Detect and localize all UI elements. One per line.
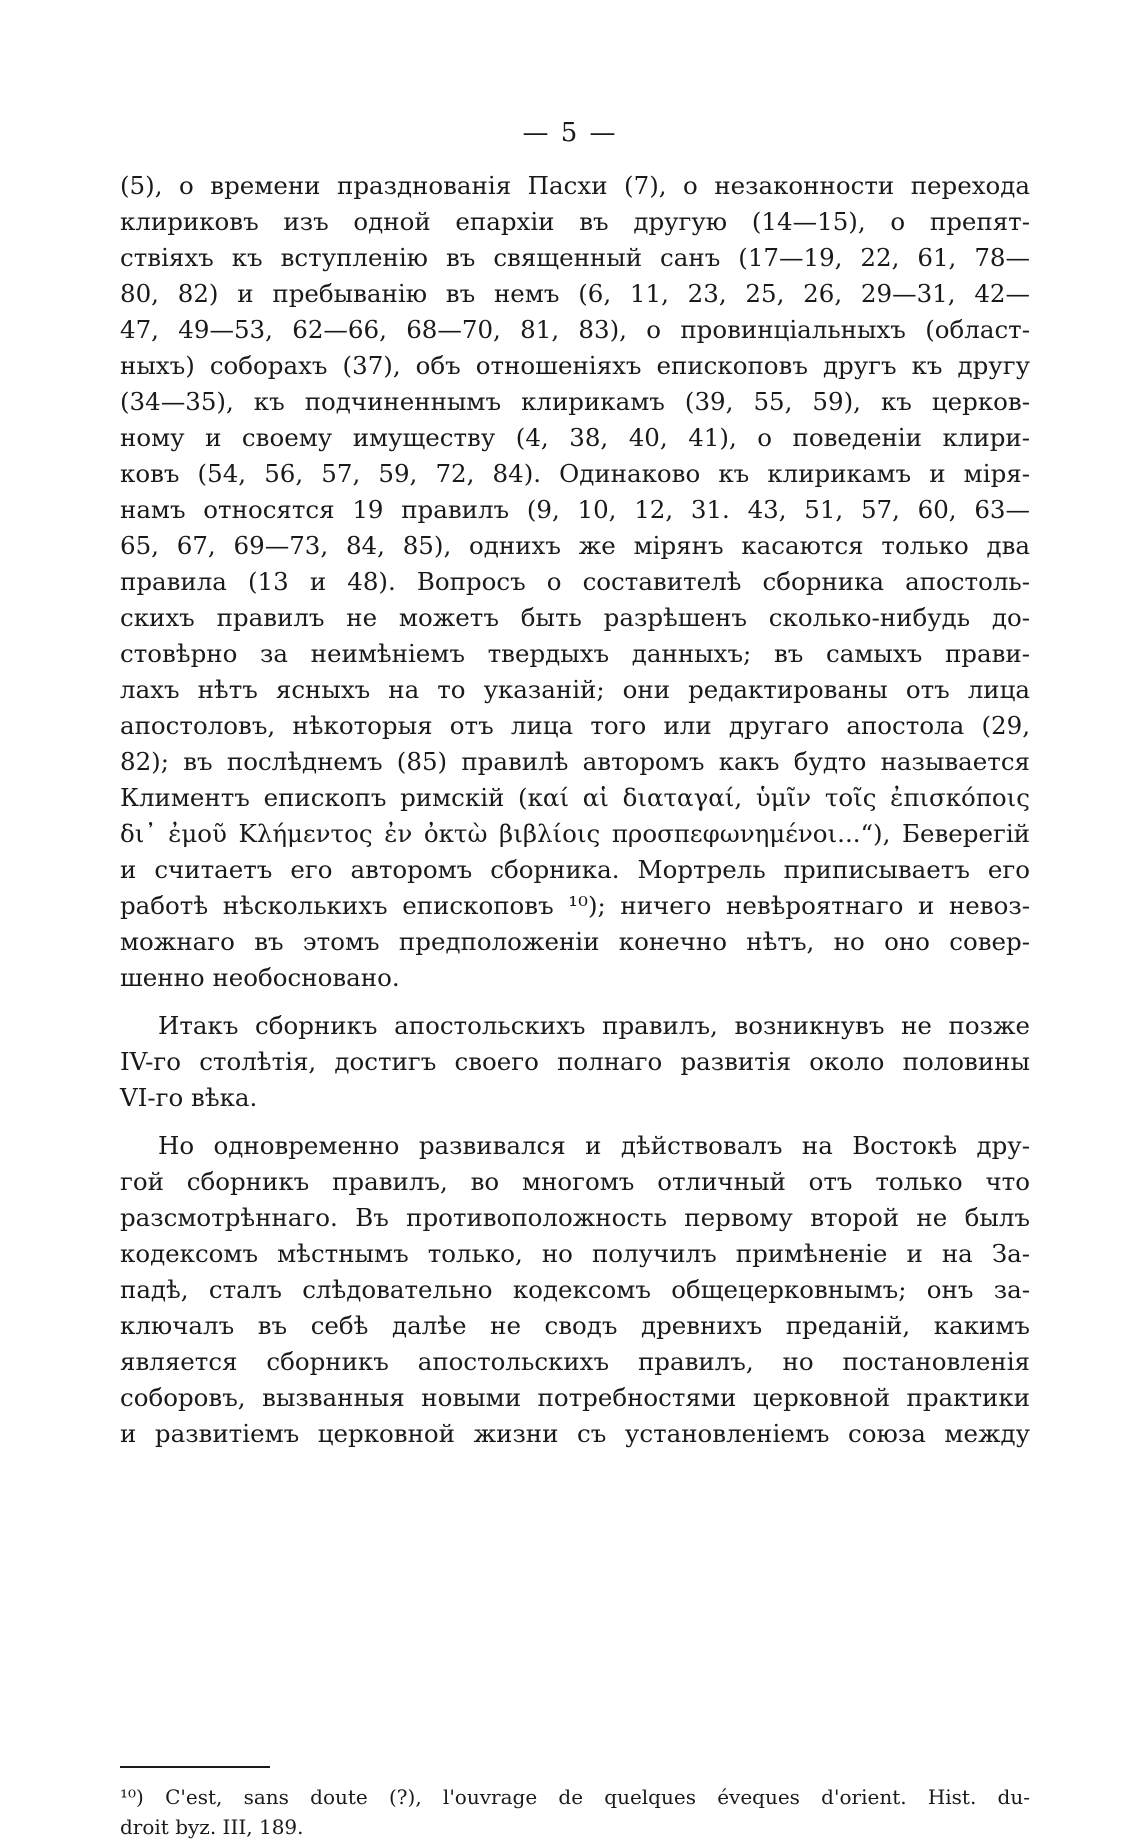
text-line: (5), о времени празднованія Пасхи (7), о незаконности перехода bbox=[120, 171, 1030, 200]
text-line: 82); въ послѣднемъ (85) правилѣ авторомъ какъ будто называется bbox=[120, 747, 1030, 776]
text-line: (34—35), къ подчиненнымъ клирикамъ (39, 55, 59), къ церков- bbox=[120, 387, 1030, 416]
text-line: разсмотрѣннаго. Въ противоположность первому второй не былъ bbox=[120, 1203, 1030, 1232]
text-line: скихъ правилъ не можетъ быть разрѣшенъ сколько-нибудь до- bbox=[120, 603, 1030, 632]
text-line: Итакъ сборникъ апостольскихъ правилъ, возникнувъ не позже bbox=[158, 1011, 1030, 1040]
footnote-line: droit byz. III, 189. bbox=[120, 1815, 304, 1839]
footnote-divider bbox=[120, 1766, 270, 1768]
text-line: ключалъ въ себѣ далѣе не сводъ древнихъ преданій, какимъ bbox=[120, 1311, 1030, 1340]
text-line: IV-го столѣтія, достигъ своего полнаго развитія около половины bbox=[120, 1047, 1030, 1076]
text-line: ствіяхъ къ вступленію въ священный санъ (17—19, 22, 61, 78— bbox=[120, 243, 1030, 272]
text-line: работѣ нѣсколькихъ епископовъ ¹⁰); ничего невѣроятнаго и невоз- bbox=[120, 891, 1030, 920]
text-line: ному и своему имуществу (4, 38, 40, 41), о поведеніи клири- bbox=[120, 423, 1030, 452]
text-line: 80, 82) и пребыванію въ немъ (6, 11, 23, 25, 26, 29—31, 42— bbox=[120, 279, 1030, 308]
text-line: соборовъ, вызванныя новыми потребностями церковной практики bbox=[120, 1383, 1030, 1412]
text-line: ныхъ) соборахъ (37), объ отношеніяхъ епископовъ другъ къ другу bbox=[120, 351, 1030, 380]
text-line: 47, 49—53, 62—66, 68—70, 81, 83), о провинціальныхъ (област- bbox=[120, 315, 1030, 344]
footnote-line: ¹⁰) C'est, sans doute (?), l'ouvrage de quelques éveques d'orient. Hist. du- bbox=[120, 1785, 1030, 1809]
text-line: стовѣрно за неимѣніемъ твердыхъ данныхъ; въ самыхъ прави- bbox=[120, 639, 1030, 668]
text-line: апостоловъ, нѣкоторыя отъ лица того или другаго апостола (29, bbox=[120, 711, 1030, 740]
text-line: правила (13 и 48). Вопросъ о составителѣ сборника апостоль- bbox=[120, 567, 1030, 596]
text-line: можнаго въ этомъ предположеніи конечно нѣтъ, но оно совер- bbox=[120, 927, 1030, 956]
text-line: является сборникъ апостольскихъ правилъ, но постановленія bbox=[120, 1347, 1030, 1376]
text-line: кодексомъ мѣстнымъ только, но получилъ примѣненіе и на За- bbox=[120, 1239, 1030, 1268]
text-line: гой сборникъ правилъ, во многомъ отличный отъ только что bbox=[120, 1167, 1030, 1196]
text-line: ковъ (54, 56, 57, 59, 72, 84). Одинаково къ клирикамъ и міря- bbox=[120, 459, 1030, 488]
paragraph bbox=[120, 1128, 1030, 1452]
text-line: Климентъ епископъ римскій (καί αἱ διαταγαί, ὑμῖν τοῖς ἐπισκόποις bbox=[120, 783, 1030, 812]
text-line: VI-го вѣка. bbox=[120, 1083, 258, 1112]
text-line: намъ относятся 19 правилъ (9, 10, 12, 31. 43, 51, 57, 60, 63— bbox=[120, 495, 1030, 524]
paragraph bbox=[120, 168, 1030, 996]
text-line: и развитіемъ церковной жизни съ установленіемъ союза между bbox=[120, 1419, 1030, 1448]
text-line: лахъ нѣтъ ясныхъ на то указаній; они редактированы отъ лица bbox=[120, 675, 1030, 704]
body-text bbox=[120, 168, 1030, 1452]
text-line: клириковъ изъ одной епархіи въ другую (14—15), о препят- bbox=[120, 207, 1030, 236]
text-line: падѣ, сталъ слѣдовательно кодексомъ общецерковнымъ; онъ за- bbox=[120, 1275, 1030, 1304]
text-line: 65, 67, 69—73, 84, 85), однихъ же мірянъ касаются только два bbox=[120, 531, 1030, 560]
text-line: и считаетъ его авторомъ сборника. Мортрель приписываетъ его bbox=[120, 855, 1030, 884]
text-line: δι᾽ ἐμοῦ Κλήμεντος ἐν ὀκτὼ βιβλίοις προσπεφωνημένοι...“), Беверегій bbox=[120, 819, 1030, 848]
paragraph bbox=[120, 1008, 1030, 1116]
text-line: шенно необосновано. bbox=[120, 963, 400, 992]
page-number: — 5 — bbox=[522, 118, 618, 148]
text-line: Но одновременно развивался и дѣйствовалъ на Востокѣ дру- bbox=[158, 1131, 1030, 1160]
footnote bbox=[120, 1782, 1030, 1842]
